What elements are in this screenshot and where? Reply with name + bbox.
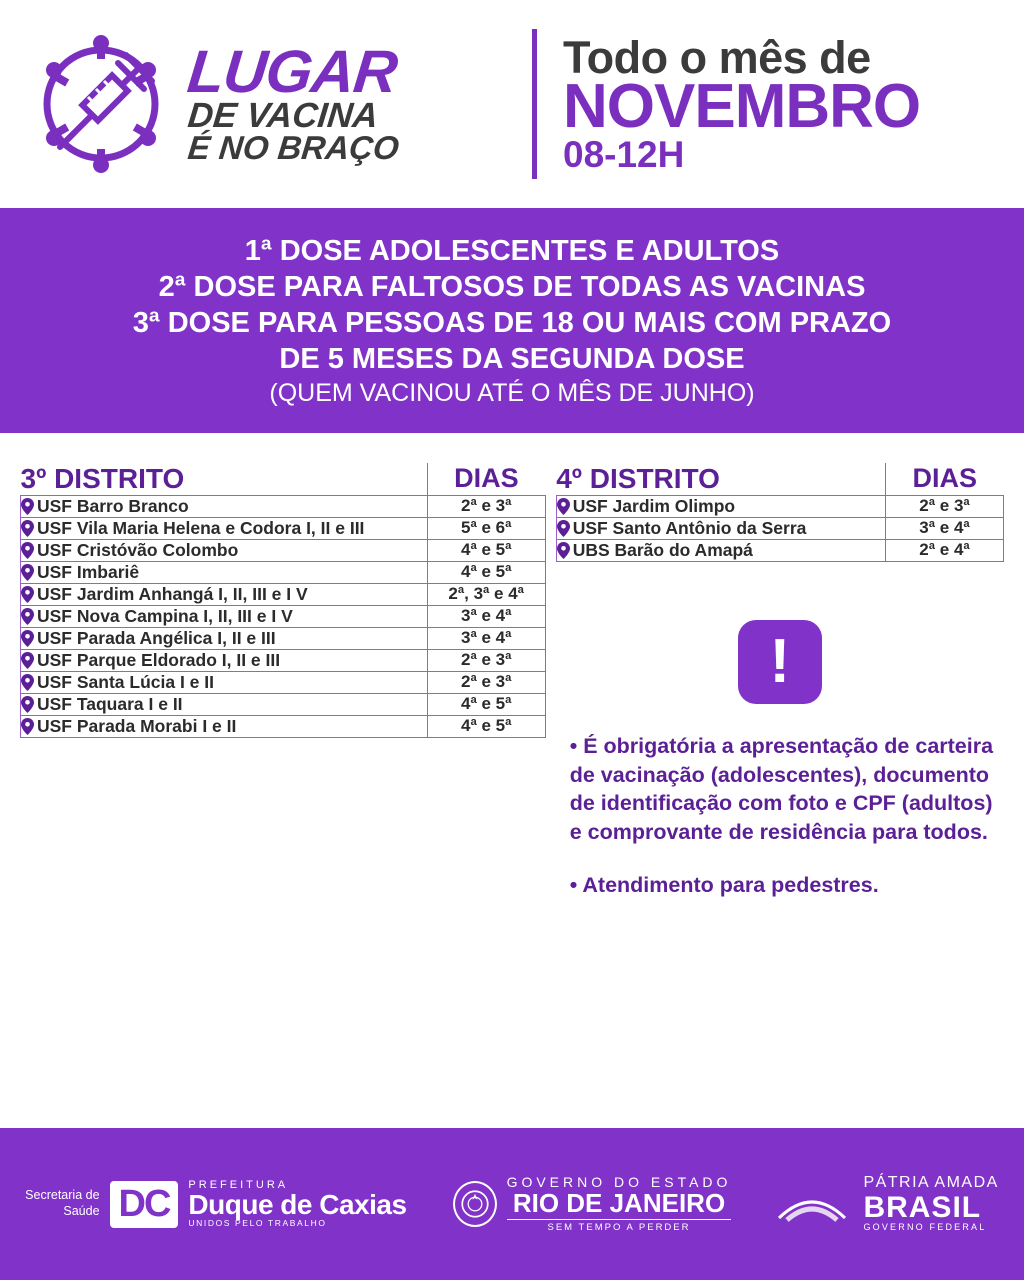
- unit-name: USF Vila Maria Helena e Codora I, II e III: [37, 517, 365, 538]
- unit-name: UBS Barão do Amapá: [572, 539, 753, 560]
- syringe-virus-icon: [26, 29, 176, 179]
- location-pin-icon: [21, 608, 34, 625]
- unit-name-cell: [21, 627, 428, 649]
- dc-prefeitura-label: PREFEITURA: [188, 1179, 289, 1192]
- secretaria-line-1: Secretaria de: [25, 1188, 100, 1203]
- district-4-table: [556, 463, 1004, 562]
- unit-days-cell: 2ª e 3ª: [427, 671, 545, 693]
- dc-slogan: UNIDOS PELO TRABALHO: [188, 1218, 327, 1229]
- district-3-column: [20, 463, 546, 999]
- table-row: [21, 561, 546, 583]
- logo-line-1: LUGAR: [184, 38, 400, 106]
- unit-name-cell: [21, 671, 428, 693]
- table-row: [21, 715, 546, 737]
- banner-line-1: 1ª DOSE ADOLESCENTES E ADULTOS: [244, 235, 780, 267]
- unit-name: USF Santa Lúcia I e II: [37, 671, 214, 692]
- unit-days-cell: 3ª e 4ª: [427, 605, 545, 627]
- logo-line-3: É NO BRAÇO: [186, 128, 401, 166]
- unit-name-cell: [21, 649, 428, 671]
- unit-days-cell: 4ª e 5ª: [427, 715, 545, 737]
- unit-days-cell: 2ª e 3ª: [427, 649, 545, 671]
- rj-line-2: RIO DE JANEIRO: [512, 1187, 726, 1218]
- month-line-1: Todo o mês de: [563, 32, 871, 83]
- br-line-2: BRASIL: [863, 1190, 982, 1224]
- table-row: [21, 671, 546, 693]
- unit-name-cell: [556, 539, 885, 561]
- unit-days-cell: 4ª e 5ª: [427, 539, 545, 561]
- location-pin-icon: [21, 586, 34, 603]
- dc-city-name: Duque de Caxias: [188, 1189, 407, 1221]
- location-pin-icon: [21, 630, 34, 647]
- campaign-logo: [26, 29, 526, 179]
- unit-name-cell: [21, 561, 428, 583]
- unit-name: USF Cristóvão Colombo: [37, 539, 239, 560]
- header-divider: [532, 29, 537, 179]
- dc-monogram: DC: [110, 1181, 179, 1228]
- table-header-row: [556, 463, 1003, 496]
- notice-bullet-1: • É obrigatória a apresentação de carteira de vacinação (adolescentes), documento de identificação com foto e CPF (adultos) e comprovante de residência para todos.: [569, 733, 994, 845]
- unit-name-cell: [21, 605, 428, 627]
- table-row: [556, 495, 1003, 517]
- unit-name: USF Jardim Olimpo: [572, 495, 736, 516]
- district-3-days-header: DIAS: [427, 463, 545, 496]
- table-row: [21, 517, 546, 539]
- banner-line-2: 2ª DOSE PARA FALTOSOS DE TODAS AS VACINAS: [158, 270, 866, 303]
- table-row: [21, 605, 546, 627]
- unit-name-cell: [21, 693, 428, 715]
- location-pin-icon: [557, 520, 570, 537]
- banner-line-3: 3ª DOSE PARA PESSOAS DE 18 OU MAIS COM PRAZO: [132, 306, 892, 339]
- unit-name: USF Santo Antônio da Serra: [572, 517, 807, 538]
- rj-line-3: SEM TEMPO A PERDER: [507, 1219, 732, 1233]
- unit-name: USF Imbariê: [37, 561, 140, 582]
- notice-bullet-2: • Atendimento para pedestres.: [569, 873, 879, 897]
- location-pin-icon: [557, 542, 570, 559]
- unit-days-cell: 2ª e 4ª: [886, 539, 1004, 561]
- location-pin-icon: [21, 520, 34, 537]
- district-3-table: [20, 463, 546, 738]
- unit-name: USF Parque Eldorado I, II e III: [37, 649, 281, 670]
- month-line-3: 08-12H: [563, 134, 685, 175]
- district-4-column: [556, 463, 1004, 999]
- unit-name-cell: [556, 517, 885, 539]
- br-line-1: PÁTRIA AMADA: [863, 1174, 999, 1192]
- unit-name-cell: [21, 517, 428, 539]
- location-pin-icon: [21, 564, 34, 581]
- unit-days-cell: 2ª e 3ª: [886, 495, 1004, 517]
- location-pin-icon: [557, 498, 570, 515]
- table-row: [556, 539, 1003, 561]
- notice-icon-wrap: [556, 620, 1004, 704]
- table-row: [21, 495, 546, 517]
- unit-name-cell: [21, 715, 428, 737]
- banner-line-5: (QUEM VACINOU ATÉ O MÊS DE JUNHO): [269, 378, 755, 407]
- unit-days-cell: 3ª e 4ª: [427, 627, 545, 649]
- location-pin-icon: [21, 498, 34, 515]
- unit-days-cell: 2ª, 3ª e 4ª: [427, 583, 545, 605]
- governo-rj-logo: [453, 1175, 732, 1233]
- rj-line-1: GOVERNO DO ESTADO: [506, 1174, 732, 1191]
- governo-federal-logo: [777, 1175, 998, 1233]
- secretaria-line-2: Saúde: [63, 1204, 100, 1218]
- br-line-3: GOVERNO FEDERAL: [863, 1222, 987, 1233]
- logo-line-2: DE VACINA: [186, 96, 381, 136]
- unit-name: USF Parada Morabi I e II: [37, 715, 237, 736]
- unit-name-cell: [556, 495, 885, 517]
- banner-line-4: DE 5 MESES DA SEGUNDA DOSE: [279, 342, 745, 375]
- unit-name: USF Nova Campina I, II, III e I V: [37, 605, 293, 626]
- secretaria-saude-logo: [25, 1180, 406, 1228]
- month-line-2: NOVEMBRO: [563, 72, 921, 141]
- table-header-row: [21, 463, 546, 496]
- unit-days-cell: 5ª e 6ª: [427, 517, 545, 539]
- location-pin-icon: [21, 652, 34, 669]
- unit-name: USF Barro Branco: [37, 495, 189, 516]
- unit-name-cell: [21, 495, 428, 517]
- unit-days-cell: 3ª e 4ª: [886, 517, 1004, 539]
- brasil-arc-icon: [777, 1184, 847, 1224]
- district-4-days-header: DIAS: [886, 463, 1004, 496]
- location-pin-icon: [21, 542, 34, 559]
- table-row: [21, 649, 546, 671]
- campaign-period: [563, 32, 921, 175]
- unit-days-cell: 2ª e 3ª: [427, 495, 545, 517]
- unit-days-cell: 4ª e 5ª: [427, 561, 545, 583]
- location-pin-icon: [21, 674, 34, 691]
- rj-crest-icon: [453, 1181, 497, 1227]
- exclamation-icon: !: [738, 620, 822, 704]
- footer: [0, 1128, 1024, 1280]
- unit-name: USF Jardim Anhangá I, II, III e I V: [37, 583, 308, 604]
- dose-banner: [0, 208, 1024, 433]
- table-row: [21, 693, 546, 715]
- table-row: [21, 627, 546, 649]
- unit-name-cell: [21, 539, 428, 561]
- table-row: [21, 583, 546, 605]
- main-content: [0, 433, 1024, 999]
- unit-days-cell: 4ª e 5ª: [427, 693, 545, 715]
- location-pin-icon: [21, 696, 34, 713]
- unit-name-cell: [21, 583, 428, 605]
- location-pin-icon: [21, 718, 34, 735]
- district-3-title: 3º DISTRITO: [21, 463, 428, 496]
- table-row: [556, 517, 1003, 539]
- header: [0, 0, 1024, 208]
- unit-name: USF Taquara I e II: [37, 693, 183, 714]
- table-row: [21, 539, 546, 561]
- district-4-title: 4º DISTRITO: [556, 463, 885, 496]
- unit-name: USF Parada Angélica I, II e III: [37, 627, 276, 648]
